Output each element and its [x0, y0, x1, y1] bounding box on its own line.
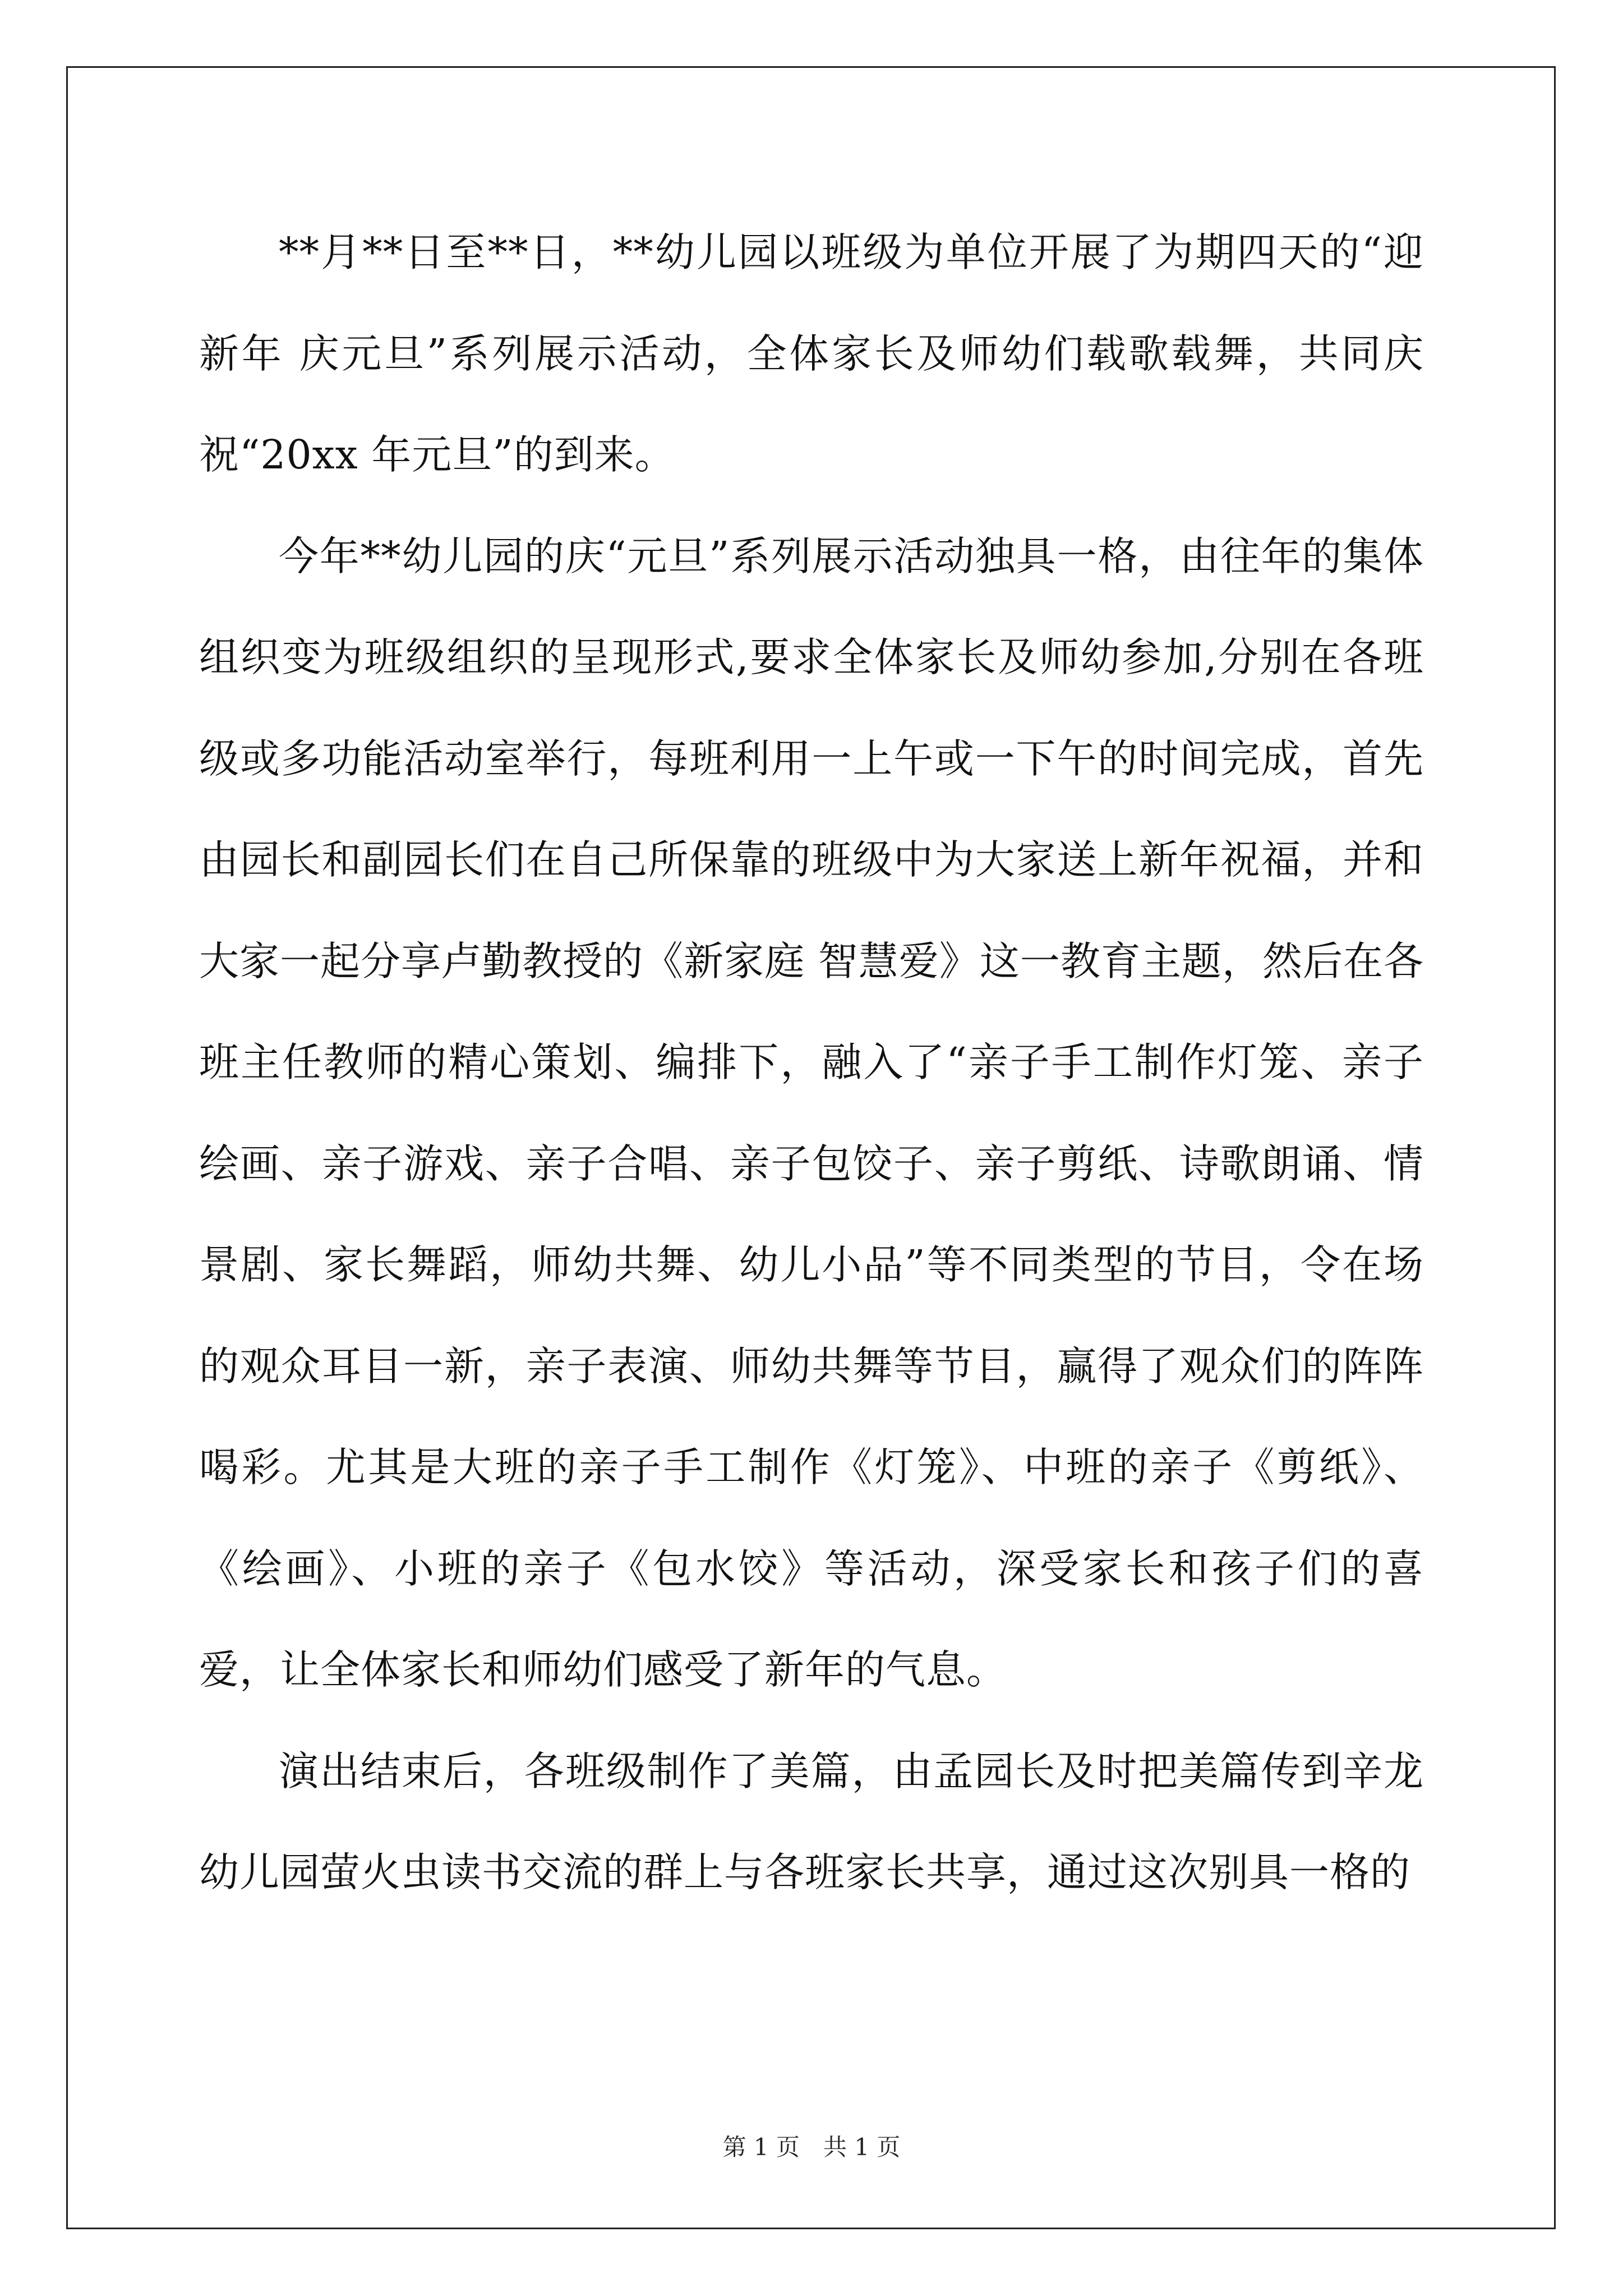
- document-body: [199, 202, 1424, 1924]
- paragraph-3: 演出结束后，各班级制作了美篇，由孟园长及时把美篇传到辛龙幼儿园萤火虫读书交流的群上与各班家长共享，通过这次别具一格的: [199, 1747, 1424, 1895]
- paragraph-1: **月**日至**日，**幼儿园以班级为单位开展了为期四天的“迎新年 庆元旦”系列展示活动，全体家长及师幼们载歌载舞，共同庆祝“20xx 年元旦”的到来。: [199, 229, 1424, 478]
- paragraph-2: 今年**幼儿园的庆“元旦”系列展示活动独具一格，由往年的集体组织变为班级组织的呈现形式,要求全体家长及师幼参加,分别在各班级或多功能活动室举行，每班利用一上午或一下午的时间完成，首先由园长和副园长们在自己所保靠的班级中为大家送上新年祝福，并和大家一起分享卢勤教授的《新家庭 智慧爱》这一教育主题，然后在各班主任教师的精心策划、编排下，融入了“亲子手工制作灯笼、亲子绘画、亲子游戏、亲子合唱、亲子包饺子、亲子剪纸、诗歌朗诵、情景剧、家长舞蹈，师幼共舞、幼儿小品”等不同类型的节目，令在场的观众耳目一新，亲子表演、师幼共舞等节目，赢得了观众们的阵阵喝彩。尤其是大班的亲子手工制作《灯笼》、中班的亲子《剪纸》、《绘画》、小班的亲子《包水饺》等活动，深受家长和孩子们的喜爱，让全体家长和师幼们感受了新年的气息。: [199, 532, 1424, 1693]
- page-footer: 第 1 页 共 1 页: [722, 2133, 901, 2161]
